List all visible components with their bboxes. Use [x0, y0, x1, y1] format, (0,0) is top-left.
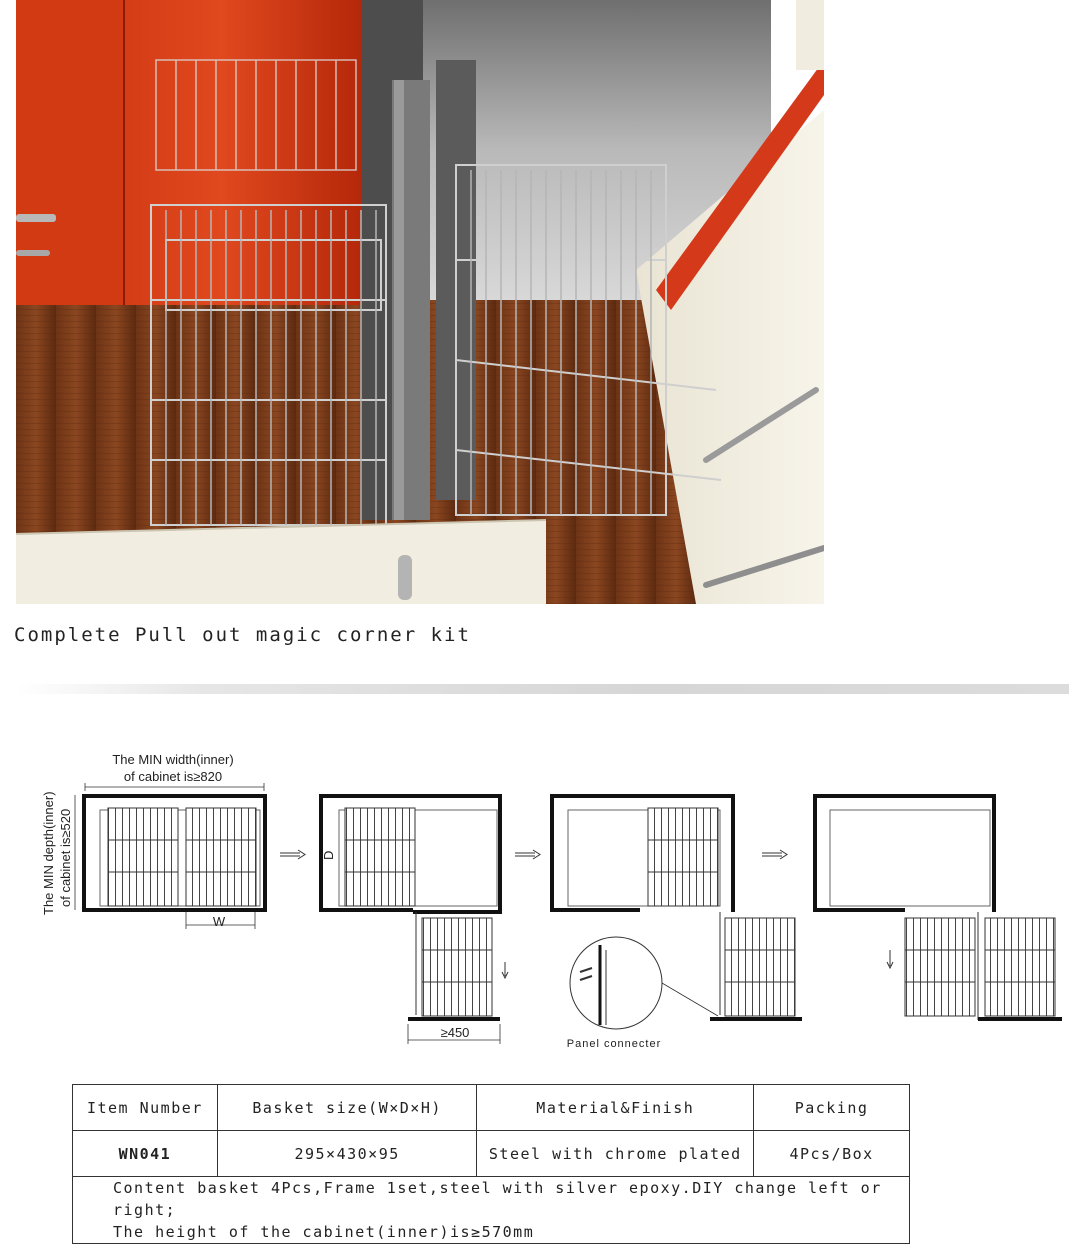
product-photo [16, 0, 824, 604]
table-note-row [73, 1177, 910, 1244]
min-depth-label-2: of cabinet is≥520 [58, 808, 73, 907]
photo-caption: Complete Pull out magic corner kit [14, 624, 471, 646]
cell-note [73, 1177, 910, 1244]
note-line-1: Content basket 4Pcs,Frame 1set,steel with silver epoxy.DIY change left or right; [113, 1179, 882, 1219]
diagram-step-4 [815, 796, 1062, 1020]
header-packing: Packing [754, 1085, 910, 1131]
note-line-2: The height of the cabinet(inner)is≥570mm [113, 1223, 535, 1241]
header-material-finish: Material&Finish [477, 1085, 754, 1131]
cell-packing: 4Pcs/Box [754, 1131, 910, 1177]
header-item-number: Item Number [73, 1085, 218, 1131]
table-header-row [73, 1085, 910, 1131]
table-row [73, 1131, 910, 1177]
min-depth-label-1: The MIN depth(inner) [41, 791, 56, 915]
diagram-step-3 [552, 796, 802, 1050]
min-width-label-2: of cabinet is≥820 [123, 769, 223, 784]
product-spec-table [72, 1084, 910, 1244]
cell-item-number: WN041 [73, 1131, 218, 1177]
diagram-step-2 [321, 796, 508, 1044]
section-divider [16, 684, 1069, 694]
min-width-label-1: The MIN width(inner) [112, 752, 234, 767]
cell-basket-size: 295×430×95 [217, 1131, 477, 1177]
installation-diagram [0, 740, 1081, 1060]
cell-material-finish: Steel with chrome plated [477, 1131, 754, 1177]
depth-d-label: D [321, 850, 336, 860]
width-w-label: W [212, 914, 226, 929]
diagram-step-1 [41, 752, 265, 929]
header-basket-size: Basket size(W×D×H) [217, 1085, 477, 1131]
min-pull-out-label: ≥450 [440, 1025, 470, 1040]
panel-connecter-label: Panel connecter [566, 1038, 662, 1050]
